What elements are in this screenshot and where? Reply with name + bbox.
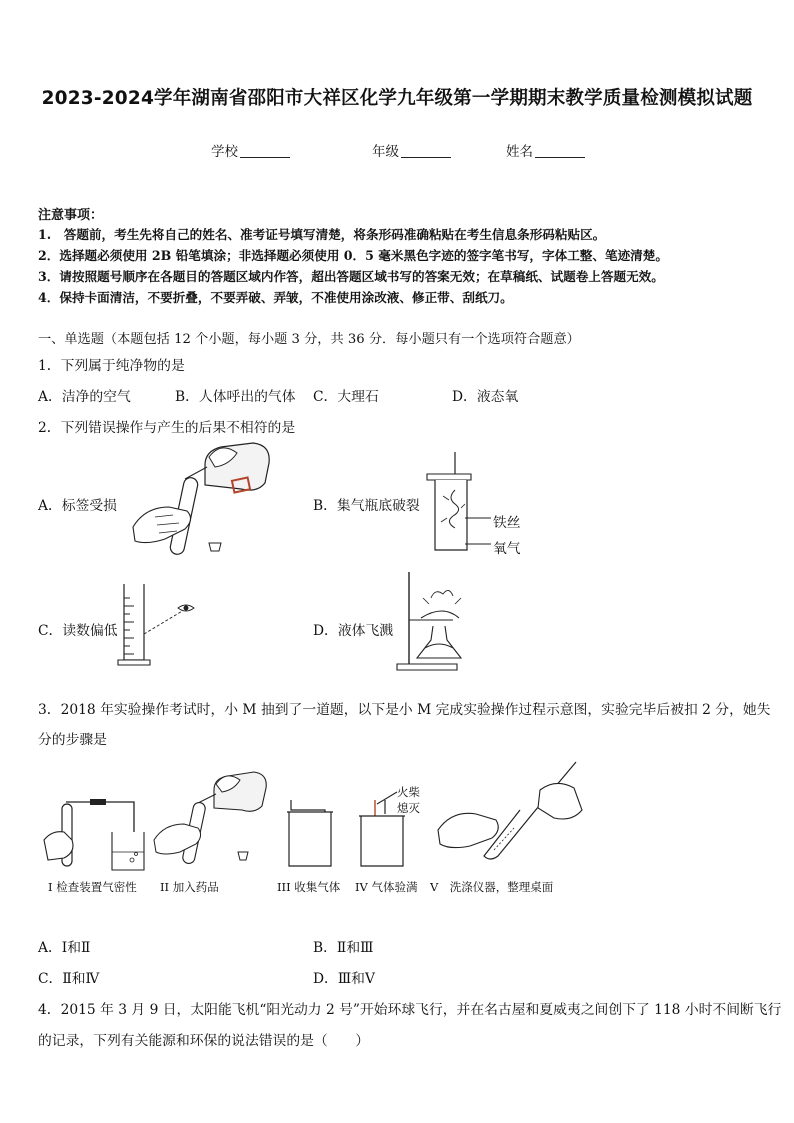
- question-1-stem: 1．下列属于纯净物的是: [38, 358, 185, 374]
- notes-heading: 注意事项：: [38, 208, 104, 223]
- q1-option-b[interactable]: B．人体呼出的气体: [175, 389, 296, 405]
- school-field[interactable]: [211, 140, 290, 160]
- oxygen-label: 氧气: [493, 541, 521, 557]
- measuring-cylinder-figure: [118, 578, 200, 668]
- note-item: 3．请按照题号顺序在各题目的答题区域内作答，超出答题区域书写的答案无效；在草稿纸、试题卷上答题无效。: [38, 269, 664, 284]
- grade-blank[interactable]: [401, 144, 451, 158]
- q2-option-c[interactable]: C．读数偏低: [38, 623, 118, 639]
- q3-option-b[interactable]: B．Ⅱ和Ⅲ: [313, 940, 374, 956]
- wash-instruments-figure: [436, 758, 586, 870]
- question-4-stem-line1: 4．2015 年 3 月 9 日，太阳能飞机“阳光动力 2 号”开始环球飞行，并在名古屋和夏威夷之间创下了 118 小时不间断飞行: [38, 1002, 782, 1018]
- page-title: 2023-2024学年湖南省邵阳市大祥区化学九年级第一学期期末教学质量检测模拟试题: [41, 88, 753, 109]
- step-2-caption: II 加入药品: [160, 880, 219, 894]
- section-heading: 一、单选题（本题包括 12 个小题，每小题 3 分，共 36 分．每小题只有一个选项符合题意）: [38, 332, 580, 347]
- q2-option-a[interactable]: A．标签受损: [38, 498, 117, 514]
- add-reagent-figure: [150, 768, 270, 868]
- step-4-caption: IV 气体验满: [355, 880, 418, 894]
- q1-option-d[interactable]: D．液态氧: [452, 389, 519, 405]
- pouring-liquid-figure: [125, 437, 275, 563]
- school-label: 学校: [211, 144, 238, 160]
- name-blank[interactable]: [535, 144, 585, 158]
- gas-collection-figure: [285, 796, 335, 870]
- extinguished-label: 熄灭: [397, 801, 420, 815]
- match-label: 火柴: [397, 785, 420, 799]
- step-1-caption: I 检查装置气密性: [48, 880, 137, 894]
- question-4-stem-line2: 的记录，下列有关能源和环保的说法错误的是（ ）: [38, 1033, 370, 1049]
- note-item: 4．保持卡面清洁，不要折叠，不要弄破、弄皱，不准使用涂改液、修正带、刮纸刀。: [38, 290, 513, 305]
- note-item: 2．选择题必须使用 2B 铅笔填涂；非选择题必须使用 0．5 毫米黑色字迹的签字笔书写，字体工整、笔迹清楚。: [38, 248, 668, 263]
- q1-option-a[interactable]: A．洁净的空气: [38, 389, 131, 405]
- q3-option-d[interactable]: D．Ⅲ和Ⅴ: [313, 971, 375, 987]
- airtightness-check-figure: [38, 796, 148, 876]
- q2-option-d[interactable]: D．液体飞溅: [313, 623, 394, 639]
- name-label: 姓名: [506, 144, 533, 160]
- q2-option-b[interactable]: B．集气瓶底破裂: [313, 498, 420, 514]
- grade-field[interactable]: [372, 140, 451, 160]
- heating-liquid-figure: [395, 568, 465, 672]
- grade-label: 年级: [372, 144, 399, 160]
- school-blank[interactable]: [240, 144, 290, 158]
- q1-option-c[interactable]: C．大理石: [313, 389, 379, 405]
- question-3-stem-line1: 3．2018 年实验操作考试时，小 M 抽到了一道题，以下是小 M 完成实验操作过程示意图，实验完毕后被扣 2 分，她失: [38, 702, 771, 718]
- q3-option-c[interactable]: C．Ⅱ和Ⅳ: [38, 971, 100, 987]
- gas-jar-figure: [425, 450, 495, 558]
- step-3-caption: III 收集气体: [277, 880, 341, 894]
- question-3-stem-line2: 分的步骤是: [38, 732, 107, 748]
- question-2-stem: 2．下列错误操作与产生的后果不相符的是: [38, 420, 296, 436]
- name-field[interactable]: [506, 140, 585, 160]
- step-5-caption: V 洗涤仪器，整理桌面: [430, 880, 554, 894]
- note-item: 1. 答题前，考生先将自己的姓名、准考证号填写清楚，将条形码准确粘贴在考生信息条形码粘贴区。: [38, 227, 606, 242]
- q3-option-a[interactable]: A．Ⅰ和Ⅱ: [38, 940, 91, 956]
- iron-wire-label: 铁丝: [493, 515, 521, 531]
